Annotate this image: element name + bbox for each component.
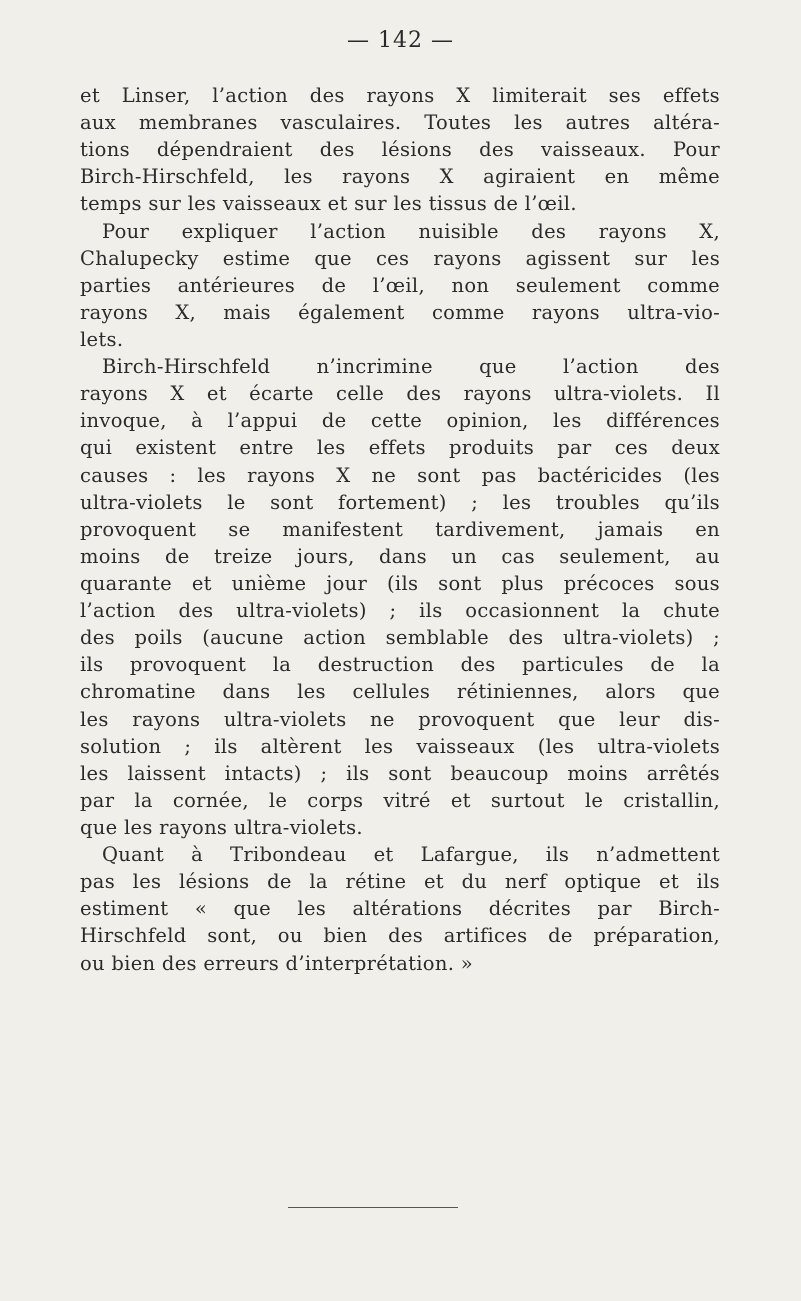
text-line: Birch-Hirschfeld n’incrimine que l’action des: [102, 355, 720, 379]
text-line: ultra-violets le sont fortement) ; les troubles qu’ils: [80, 490, 720, 514]
text-line: tions dépendraient des lésions des vaisseaux. Pour: [80, 138, 720, 162]
text-line: des poils (aucune action semblable des ultra-violets) ;: [80, 626, 720, 650]
text-line: invoque, à l’appui de cette opinion, les différences: [80, 409, 720, 433]
text-line: chromatine dans les cellules rétiniennes, alors que: [80, 680, 720, 704]
text-line: par la cornée, le corps vitré et surtout le cristallin,: [80, 788, 720, 812]
text-line: ils provoquent la destruction des particules de la: [80, 653, 720, 677]
text-line: quarante et unième jour (ils sont plus précoces sous: [80, 571, 720, 595]
text-line: rayons X, mais également comme rayons ultra-vio-: [80, 300, 720, 324]
text-line: estiment « que les altérations décrites par Birch-: [80, 897, 720, 921]
text-line: ou bien des erreurs d’interprétation. »: [80, 951, 473, 975]
text-line: causes : les rayons X ne sont pas bactéricides (les: [80, 463, 720, 487]
text-line: Quant à Tribondeau et Lafargue, ils n’admettent: [102, 843, 720, 867]
text-line: qui existent entre les effets produits par ces deux: [80, 436, 720, 460]
text-line: Pour expliquer l’action nuisible des rayons X,: [102, 219, 720, 243]
page-number: — 142 —: [347, 28, 454, 53]
text-line: les laissent intacts) ; ils sont beaucoup moins arrêtés: [80, 761, 720, 785]
text-line: que les rayons ultra-violets.: [80, 815, 363, 839]
text-line: pas les lésions de la rétine et du nerf optique et ils: [80, 870, 720, 894]
body-text: [80, 82, 720, 977]
text-line: aux membranes vasculaires. Toutes les autres altéra-: [80, 111, 720, 135]
text-line: les rayons ultra-violets ne provoquent que leur dis-: [80, 707, 720, 731]
text-line: lets.: [80, 327, 124, 351]
text-line: Hirschfeld sont, ou bien des artifices de préparation,: [80, 924, 720, 948]
text-line: et Linser, l’action des rayons X limiterait ses effets: [80, 84, 720, 107]
text-line: rayons X et écarte celle des rayons ultra-violets. Il: [80, 382, 720, 406]
text-line: solution ; ils altèrent les vaisseaux (les ultra-violets: [80, 734, 720, 758]
text-line: l’action des ultra-violets) ; ils occasionnent la chute: [80, 599, 720, 623]
section-divider: [288, 1207, 458, 1208]
text-line: Birch-Hirschfeld, les rayons X agiraient en même: [80, 165, 720, 189]
text-line: parties antérieures de l’œil, non seulement comme: [80, 273, 720, 297]
text-line: moins de treize jours, dans un cas seulement, au: [80, 544, 720, 568]
text-line: Chalupecky estime que ces rayons agissent sur les: [80, 246, 720, 270]
text-line: temps sur les vaisseaux et sur les tissus de l’œil.: [80, 192, 577, 216]
text-line: provoquent se manifestent tardivement, jamais en: [80, 517, 720, 541]
